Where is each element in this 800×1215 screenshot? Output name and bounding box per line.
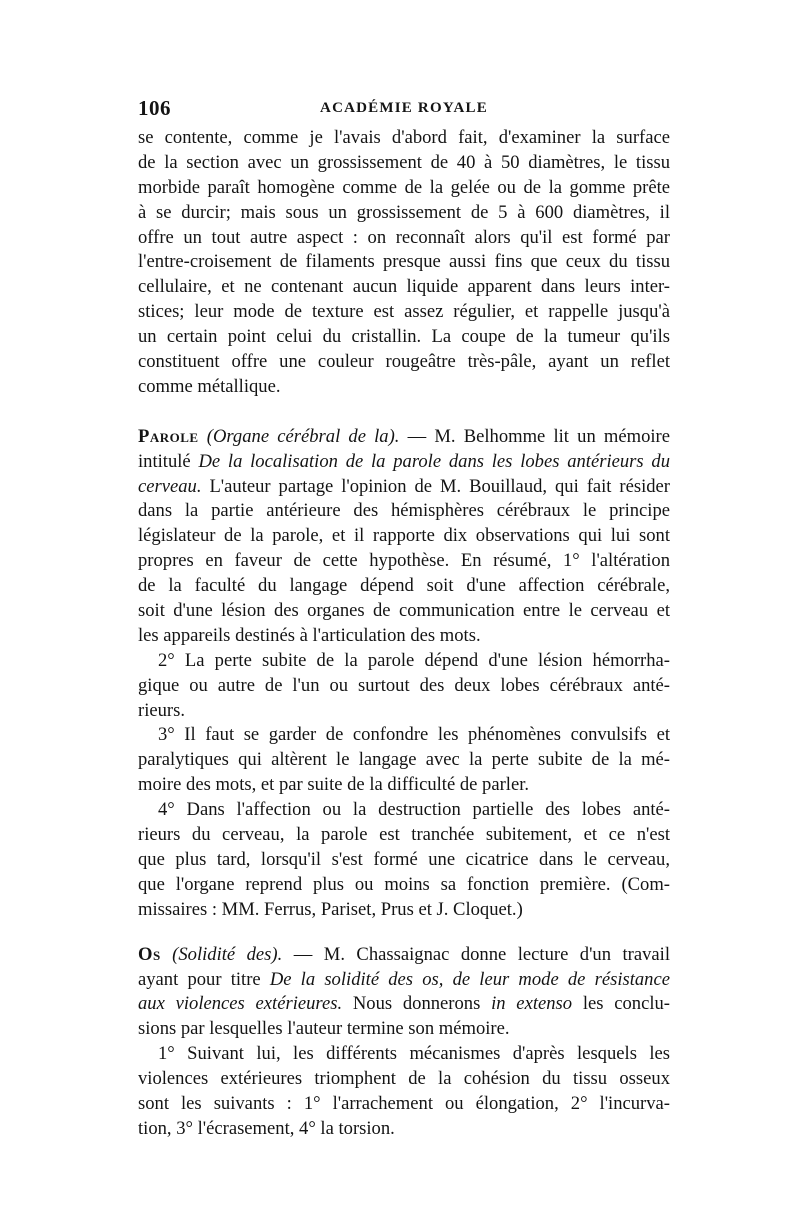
text-line: cellulaire, et ne contenant aucun liquide apparent dans leurs inter- (138, 276, 670, 298)
text-line (138, 968, 670, 993)
text-line: 3° Il faut se garder de confondre les phénomènes convulsifs et (158, 724, 670, 746)
text-line: violences extérieures triomphent de la cohésion du tissu osseux (138, 1068, 670, 1090)
memoir-title: De la solidité des os, de leur mode de résistance (269, 968, 670, 990)
text-run: ayant pour titre (138, 968, 270, 990)
section-term-os: Os (138, 943, 161, 965)
page-header (138, 96, 670, 126)
section-term-parole: Parole (138, 425, 199, 447)
text-line: l'entre-croisement de filaments presque aussi fins que ceux du tissu (138, 251, 670, 273)
memoir-title-cont: aux violences extérieures. (138, 993, 343, 1015)
section-heading-line (138, 425, 670, 450)
document-page (138, 96, 670, 1142)
section-gap (138, 923, 670, 943)
text-line (138, 450, 670, 475)
text-line (138, 992, 670, 1017)
text-line: comme métallique. (138, 375, 281, 397)
text-line: rieurs du cerveau, la parole est tranchée subitement, et ce n'est (138, 824, 670, 846)
text-line: 4° Dans l'affection ou la destruction partielle des lobes anté- (158, 799, 670, 821)
text-line: dans la partie antérieure des hémisphères cérébraux le principe (138, 500, 670, 522)
text-line: offre un tout autre aspect : on reconnaît alors qu'il est formé par (138, 226, 670, 248)
text-line: soit d'une lésion des organes de communication entre le cerveau et (138, 600, 670, 622)
text-line: se contente, comme je l'avais d'abord fait, d'examiner la surface (138, 127, 670, 148)
section-subtitle: (Solidité des). (172, 943, 283, 965)
text-run: Nous donnerons (342, 993, 492, 1015)
section-gap (138, 400, 670, 425)
text-line: gique ou autre de l'un ou surtout des deux lobes cérébraux anté- (138, 674, 670, 696)
text-line: 2° La perte subite de la parole dépend d'une lésion hémorrha- (158, 649, 670, 671)
text-line: que l'organe reprend plus ou moins sa fonction première. (Com- (138, 873, 670, 895)
memoir-title: De la localisation de la parole dans les lobes antérieurs du (198, 450, 671, 472)
text-line: les appareils destinés à l'articulation des mots. (138, 624, 481, 646)
section-subtitle: (Organe cérébral de la). (206, 425, 400, 447)
text-line: législateur de la parole, et il rapporte dix observations qui lui sont (138, 525, 670, 547)
text-run: L'auteur partage l'opinion de M. Bouillaud, qui fait résider (201, 475, 670, 497)
latin-phrase: in extenso (491, 993, 573, 1015)
text-line: propres en faveur de cette hypothèse. En résumé, 1° l'altération (138, 550, 670, 572)
text-line: paralytiques qui altèrent le langage avec la perte subite de la mé- (138, 749, 670, 771)
text-line: de la faculté du langage dépend soit d'une affection cérébrale, (138, 575, 670, 597)
page-number: 106 (138, 96, 171, 120)
text-line: sont les suivants : 1° l'arrachement ou élongation, 2° l'incurva- (138, 1092, 670, 1114)
text-line: missaires : MM. Ferrus, Pariset, Prus et J. Cloquet.) (138, 898, 523, 920)
paragraph-tumor-description (138, 126, 670, 400)
text-line: que plus tard, lorsqu'il s'est formé une cicatrice dans le cerveau, (138, 848, 670, 870)
running-head: ACADÉMIE ROYALE (320, 100, 488, 116)
memoir-title-cont: cerveau. (138, 475, 202, 497)
text-line: rieurs. (138, 699, 185, 721)
text-line (138, 475, 670, 500)
section-parole (138, 425, 670, 923)
text-line: de la section avec un grossissement de 40 à 50 diamètres, le tissu (138, 151, 670, 173)
text-line: tion, 3° l'écrasement, 4° la torsion. (138, 1117, 395, 1139)
text-line: morbide paraît homogène comme de la gelée ou de la gomme prête (138, 176, 670, 198)
section-heading-line (138, 943, 670, 968)
text-run: les conclu- (572, 993, 670, 1015)
text-run: — M. Belhomme lit un mémoire (399, 425, 670, 447)
text-line: constituent offre une couleur rougeâtre très-pâle, ayant un reflet (138, 351, 670, 373)
text-line: sions par lesquelles l'auteur termine son mémoire. (138, 1018, 510, 1040)
text-line: stices; leur mode de texture est assez régulier, et rappelle jusqu'à (138, 301, 670, 323)
text-run: — M. Chassaignac donne lecture d'un travail (282, 943, 670, 965)
section-os (138, 943, 670, 1142)
text-line: 1° Suivant lui, les différents mécanismes d'après lesquels les (158, 1043, 670, 1065)
text-line: à se durcir; mais sous un grossissement de 5 à 600 diamètres, il (138, 201, 670, 223)
text-line: un certain point celui du cristallin. La coupe de la tumeur qu'ils (138, 326, 670, 348)
text-run: intitulé (138, 450, 199, 472)
text-line: moire des mots, et par suite de la difficulté de parler. (138, 774, 530, 796)
